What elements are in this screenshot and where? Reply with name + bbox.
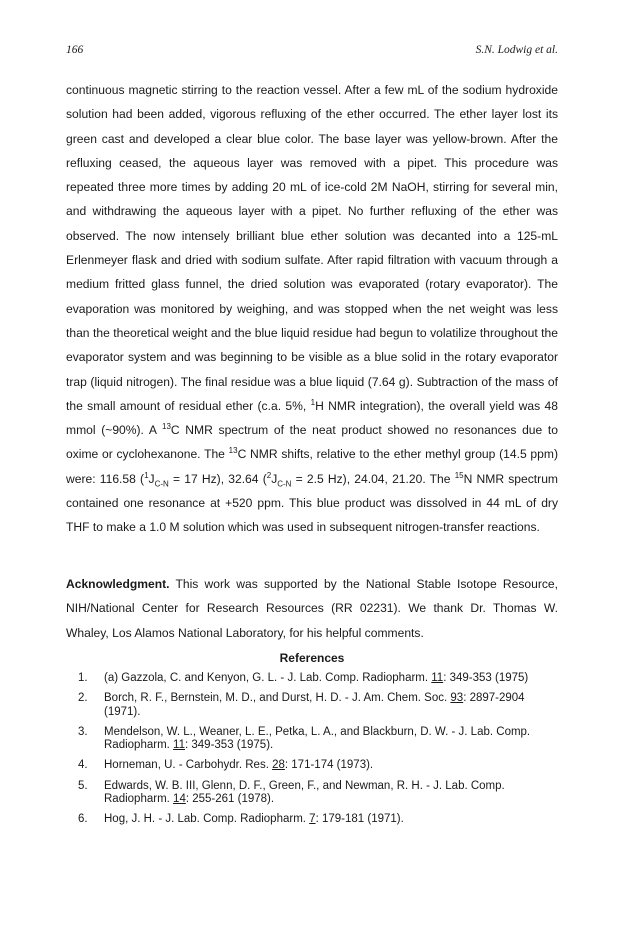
reference-item: 4. Horneman, U. - Carbohydr. Res. 28: 171-174 (1973). [78,759,374,772]
page-number: 166 [66,44,84,56]
reference-item: 1. (a) Gazzola, C. and Kenyon, G. L. - J. Lab. Comp. Radiopharm. 11: 349-353 (1975) [78,672,529,684]
reference-item: 6. Hog, J. H. - J. Lab. Comp. Radiopharm. 7: 179-181 (1971). [78,813,404,826]
acknowledgment-paragraph [66,572,558,645]
body-paragraph: continuous magnetic stirring to the reaction vessel. After a few mL of the sodium hydroxide solution had been added, vigorous refluxing of the ether occurred. The ether layer lost its green cast and developed a clear blue color. The base layer was yellow-brown. After the refluxing ceased, the aqueous layer was removed with a pipet. This procedure was repeated three more times by adding 20 mL of ice-cold 2M NaOH, stirring for several min, and withdrawing the aqueous layer with a pipet. No further refluxing of the ether was observed. The now intensely brilliant blue ether solution was decanted into a 125-mL Erlenmeyer flask and dried with sodium sulfate. After rapid filtration with vacuum through a medium fritted glass funnel, the dried solution was evaporated (rotary evaporator). The evaporation was monitored by weighing, and was stopped when the net weight was less than the theoretical weight and the blue liquid residue had begun to volatilize throughout the evaporator system and was beginning to be visible as a blue solid in the rotary evaporator trap (liquid nitrogen). The final residue was a blue liquid (7.64 g). Subtraction of the mass of the small amount of residual ether (c.a. 5%, $^1$H NMR integration), the overall yield was 48 mmol (~90%). A $^{13}$C NMR spectrum of the neat product showed no resonances due to oxime or cyclohexanone. The $^{13}$C NMR shifts, relative to the ether methyl group (14.5 ppm) were: 116.58 ($^1J_{C-N} = 17$ Hz), 32.64 ($^2J_{C-N} = 2.5$ Hz), 24.04, 21.20. The $^{15}$N NMR spectrum contained one resonance at +520 ppm. This blue product was dissolved in 44 mL of dry THF to make a 1.0 M solution which was used in subsequent nitrogen-transfer reactions. [66,83,558,535]
running-authors: S.N. Lodwig et al. [475,44,558,56]
references-title: References [279,651,345,665]
acknowledgment-text: This work was supported by the National Stable Isotope Resource, NIH/National Center for Research Resources (RR 02231). We thank Dr. Thomas W. Whaley, Los Alamos National Laboratory, for his helpful comments. [66,577,558,640]
acknowledgment-heading: Acknowledgment. [66,577,170,591]
running-header [66,44,558,60]
references-list [66,672,558,833]
reference-item: 3. Mendelson, W. L., Weaner, L. E., Petka, L. A., and Blackburn, D. W. - J. Lab. Comp. Radiopharm. 11: 349-353 (1975). [78,725,531,752]
reference-item: 5. Edwards, W. B. III, Glenn, D. F., Green, F., and Newman, R. H. - J. Lab. Comp. Radiopharm. 14: 255-261 (1978). [78,779,505,806]
reference-item: 2. Borch, R. F., Bernstein, M. D., and Durst, H. D. - J. Am. Chem. Soc. 93: 2897-2904 (1971). [78,692,525,718]
